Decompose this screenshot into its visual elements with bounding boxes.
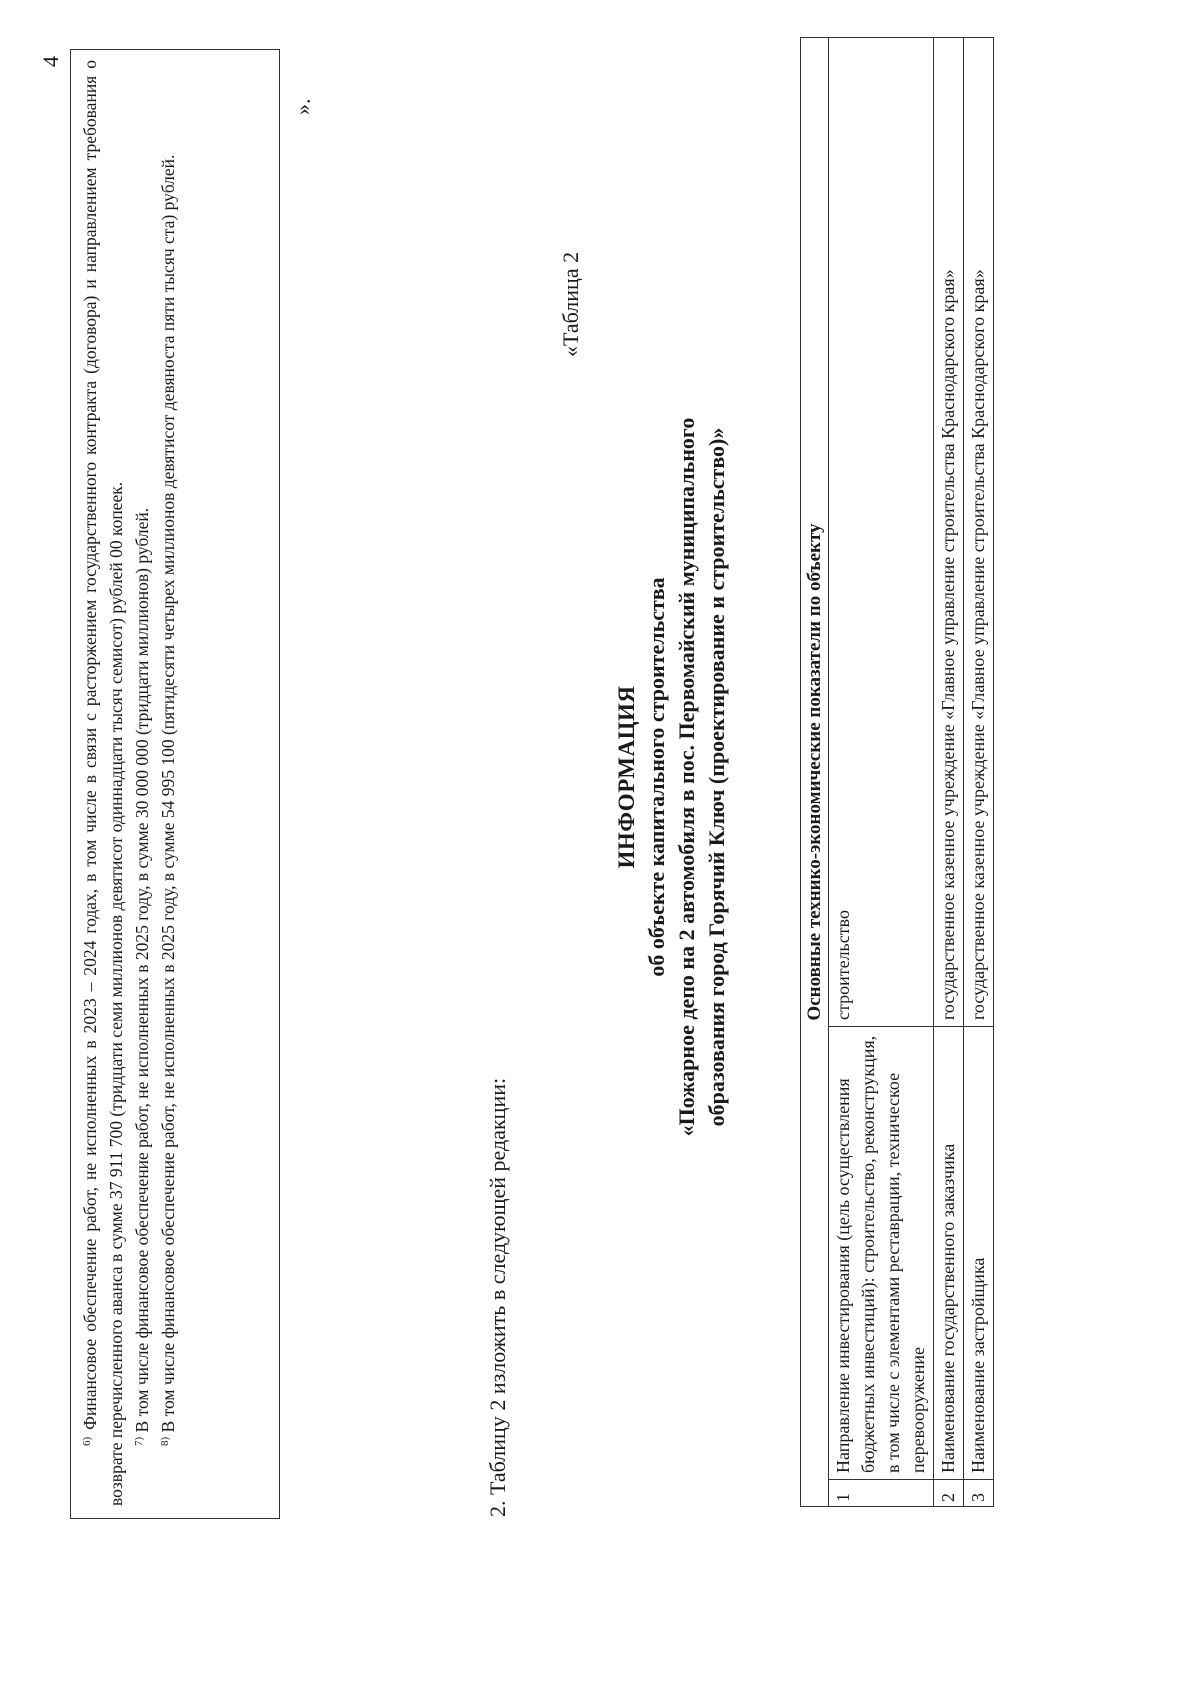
footnote-box (70, 49, 280, 1519)
row-value: строительство (829, 38, 934, 1027)
row-value: государственное казенное учреждение «Главное управление строительства Краснодарского края» (964, 38, 994, 1027)
row-number: 2 (934, 1480, 964, 1507)
table-row (829, 38, 934, 1507)
table-label: «Таблица 2 (558, 251, 583, 357)
page-number: 4 (38, 56, 63, 67)
footnote-6 (77, 60, 129, 1506)
heading-title: ИНФОРМАЦИЯ (614, 685, 639, 869)
footnote-6-text: Финансовое обеспечение работ, не исполненных в 2023 – 2024 годах, в том числе в связи с расторжением государственного контракта (договора) и направлением требования о возврате перечисленного аванса в сумме 37 911 700 (тридцати семи миллионов девятисот одиннадцати тысяч семисот) рублей 00 копеек. (80, 60, 126, 1506)
footnote-8 (155, 60, 181, 1506)
instruction-paragraph: 2. Таблицу 2 изложить в следующей редакции: (485, 1077, 510, 1517)
row-name: Наименование застройщика (964, 1027, 994, 1480)
row-number: 1 (829, 1480, 934, 1507)
table-header: Основные технико-экономические показатели по объекту (801, 38, 829, 1507)
footnote-7-text: В том числе финансовое обеспечение работ, не исполненных в 2025 году, в сумме 30 000 000 (тридцати миллионов) рублей. (132, 507, 152, 1437)
closing-quote: ». (290, 98, 315, 115)
info-table (800, 37, 994, 1507)
footnote-8-mark: 8) (159, 1436, 171, 1446)
row-name: Направление инвестирования (цель осуществления бюджетных инвестиций): строительство, реконструкция, в том числе с элементами реставрации, техническое перевооружение (829, 1027, 934, 1480)
footnote-7-mark: 7) (133, 1436, 145, 1446)
heading-line-3: образования город Горячий Ключ (проектирование и строительство)» (704, 427, 729, 1127)
row-number: 3 (964, 1480, 994, 1507)
document-heading (612, 277, 732, 1277)
heading-line-1: об объекте капитального строительства (644, 577, 669, 977)
table-row (934, 38, 964, 1507)
footnote-6-mark: 6) (81, 1436, 93, 1446)
row-name: Наименование государственного заказчика (934, 1027, 964, 1480)
row-value: государственное казенное учреждение «Главное управление строительства Краснодарского края» (934, 38, 964, 1027)
heading-line-2: «Пожарное депо на 2 автомобиля в пос. Первомайский муниципального (674, 417, 699, 1137)
table-row (964, 38, 994, 1507)
footnote-8-text: В том числе финансовое обеспечение работ, не исполненных в 2025 году, в сумме 54 995 100 (пятидесяти четырех миллионов девятисот девяноста пяти тысяч ста) рублей. (158, 154, 178, 1437)
table-header-row (801, 38, 829, 1507)
footnote-7 (129, 60, 155, 1506)
